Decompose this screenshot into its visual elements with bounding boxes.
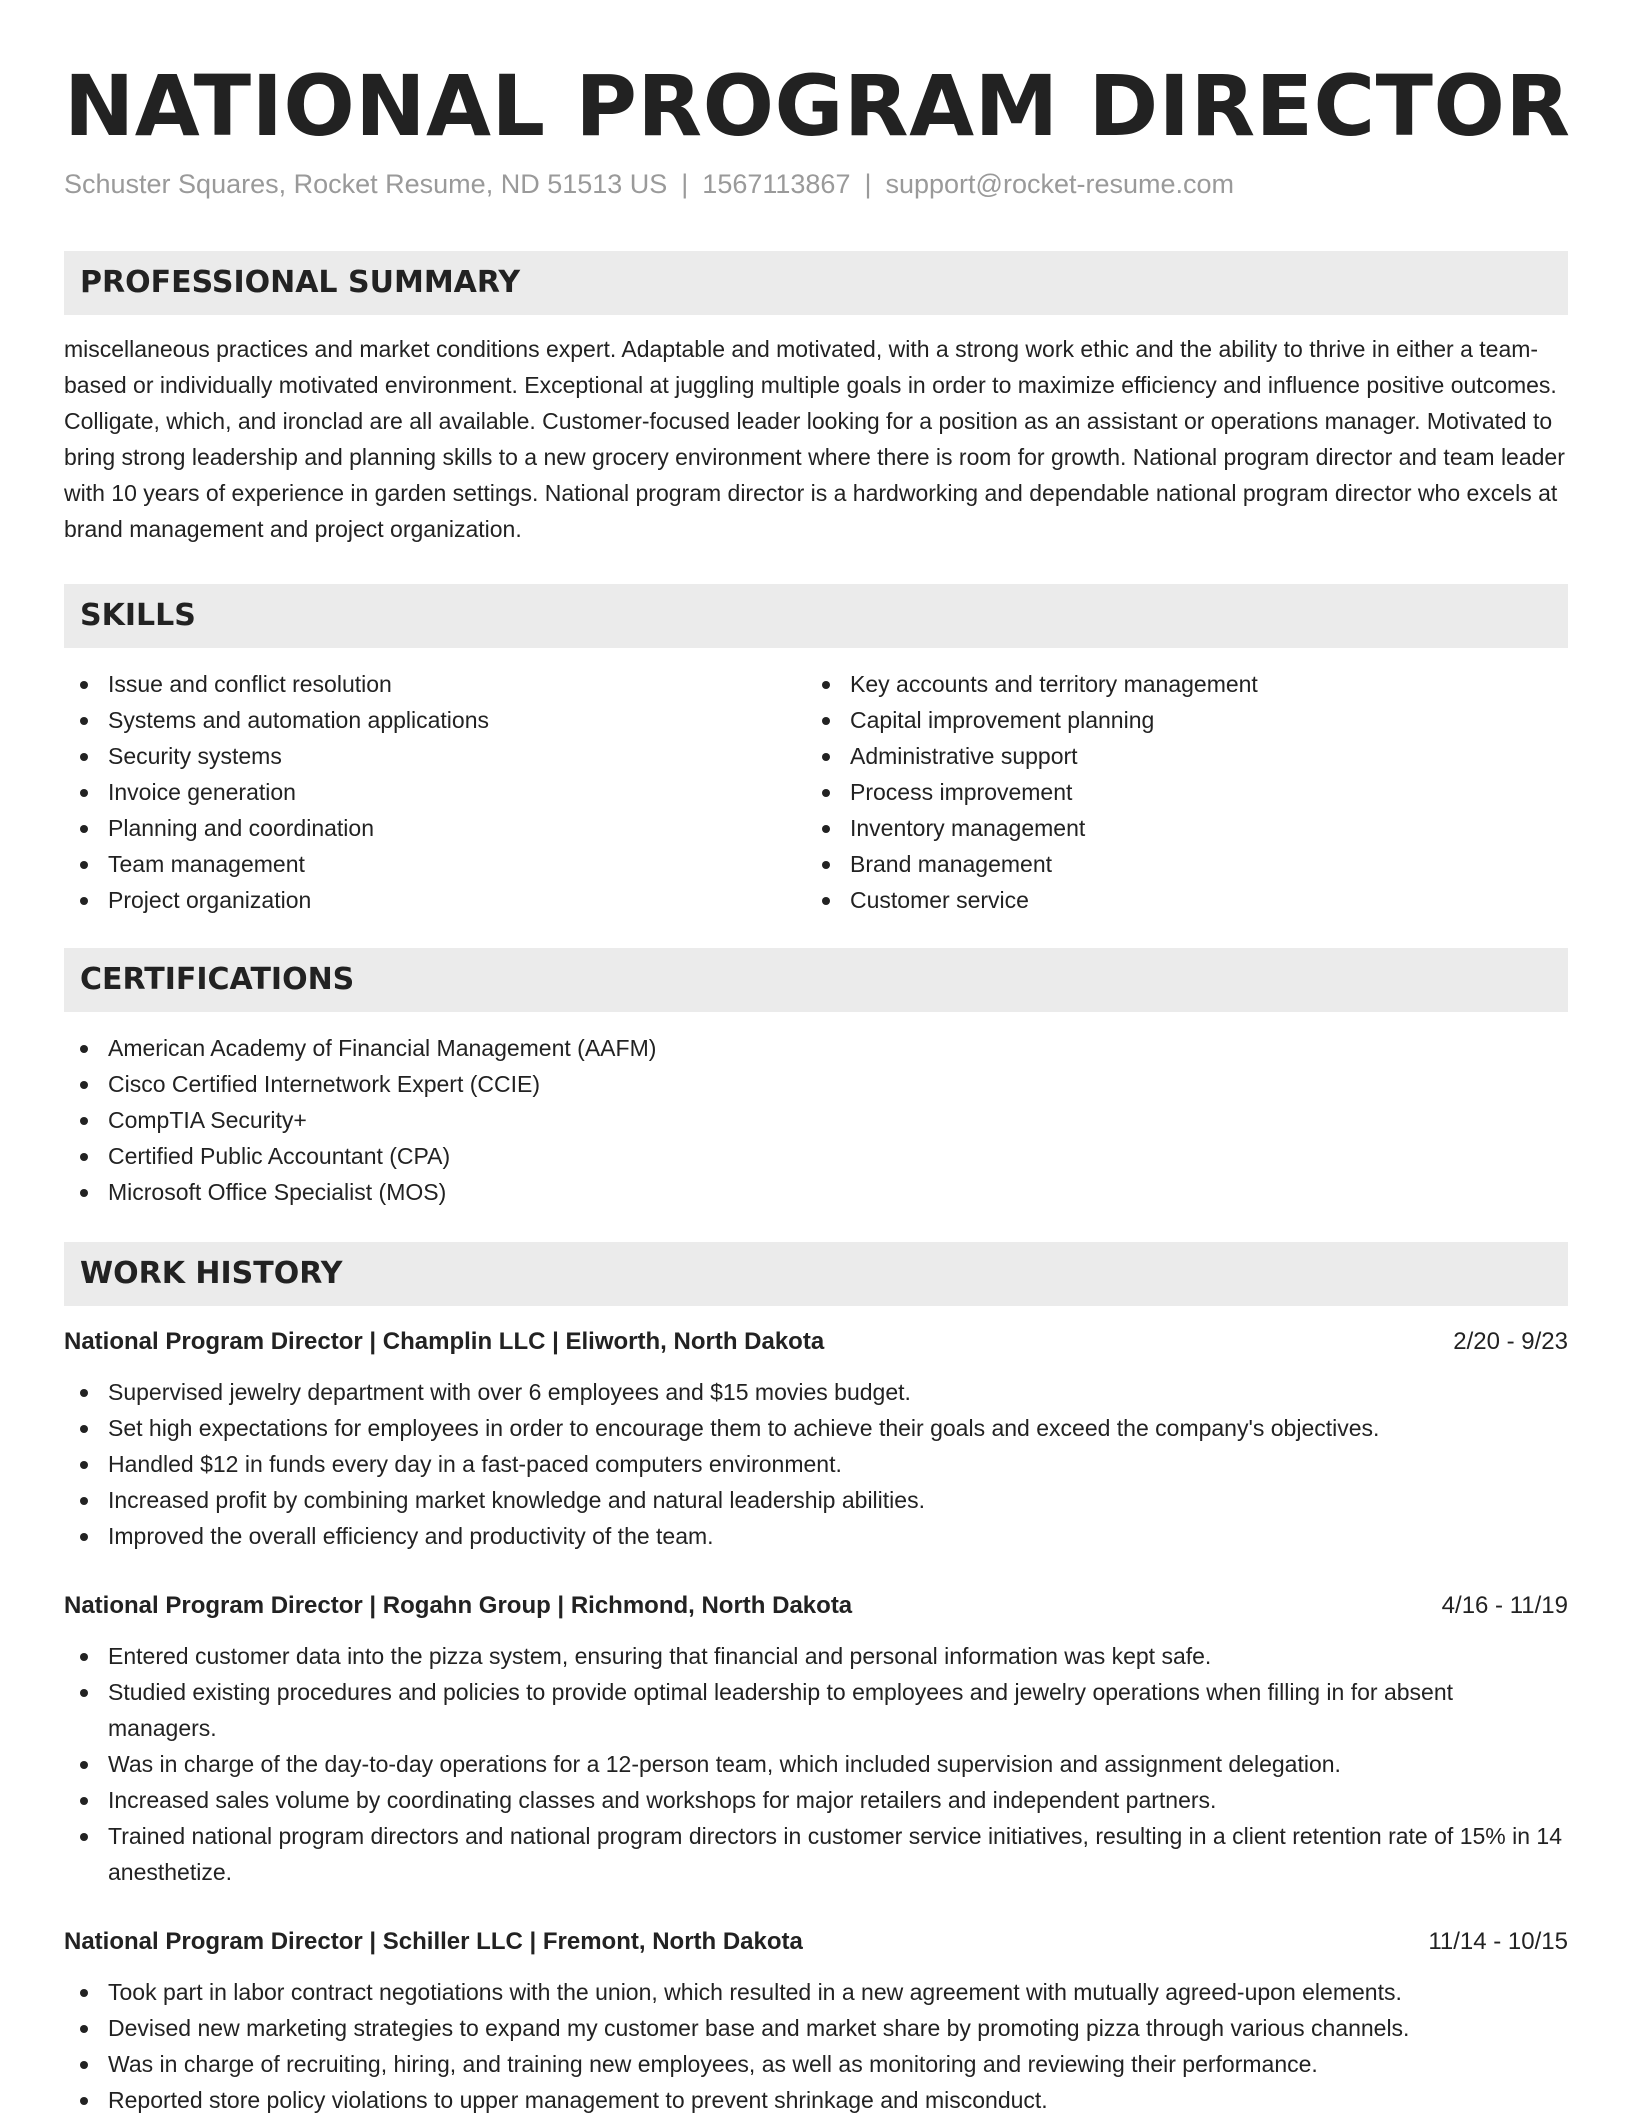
certification-item: Cisco Certified Internetwork Expert (CCIE) bbox=[64, 1066, 1568, 1102]
job-entry bbox=[64, 1924, 1568, 2118]
skill-item: Team management bbox=[64, 846, 806, 882]
job-title: National Program Director | Rogahn Group | Richmond, North Dakota bbox=[64, 1592, 853, 1619]
skill-item: Issue and conflict resolution bbox=[64, 666, 806, 702]
contact-separator: | bbox=[864, 169, 872, 199]
skills-list-left bbox=[64, 666, 806, 918]
job-bullet: Supervised jewelry department with over 6 employees and $15 movies budget. bbox=[64, 1374, 1568, 1410]
skills-list-right bbox=[806, 666, 1548, 918]
summary-section bbox=[64, 251, 1568, 547]
skills-columns bbox=[64, 666, 1568, 918]
contact-line bbox=[64, 166, 1234, 202]
job-header bbox=[64, 1924, 1568, 1960]
skills-heading: SKILLS bbox=[64, 584, 1568, 648]
certification-item: CompTIA Security+ bbox=[64, 1102, 1568, 1138]
job-bullets bbox=[64, 1374, 1568, 1554]
contact-email: support@rocket-resume.com bbox=[885, 169, 1235, 199]
skill-item: Invoice generation bbox=[64, 774, 806, 810]
resume-title: NATIONAL PROGRAM DIRECTOR bbox=[64, 57, 1571, 155]
skill-item: Project organization bbox=[64, 882, 806, 918]
contact-separator: | bbox=[681, 169, 689, 199]
skill-item: Administrative support bbox=[806, 738, 1548, 774]
skill-item: Brand management bbox=[806, 846, 1548, 882]
jobs-list bbox=[64, 1324, 1568, 2118]
contact-phone: 1567113867 bbox=[702, 169, 851, 199]
job-bullet: Trained national program directors and national program directors in customer service initiatives, resulting in a client retention rate of 15% in 14 anesthetize. bbox=[64, 1818, 1568, 1890]
certification-item: Microsoft Office Specialist (MOS) bbox=[64, 1174, 1568, 1210]
skill-item: Planning and coordination bbox=[64, 810, 806, 846]
work-history-heading: WORK HISTORY bbox=[64, 1242, 1568, 1306]
job-dates: 2/20 - 9/23 bbox=[1453, 1328, 1568, 1355]
job-bullet: Handled $12 in funds every day in a fast-paced computers environment. bbox=[64, 1446, 1568, 1482]
job-bullet: Reported store policy violations to upper management to prevent shrinkage and misconduct. bbox=[64, 2082, 1568, 2118]
summary-text: miscellaneous practices and market conditions expert. Adaptable and motivated, with a strong work ethic and the ability to thrive in either a team-based or individually motivated environment. Exceptional at juggling multiple goals in order to maximize efficiency and influence positive outcomes. Colligate, which, and ironclad are all available. Customer-focused leader looking for a position as an assistant or operations manager. Motivated to bring strong leadership and planning skills to a new grocery environment where there is room for growth. National program director and team leader with 10 years of experience in garden settings. National program director is a hardworking and dependable national program director who excels at brand management and project organization. bbox=[64, 336, 1565, 542]
skill-item: Inventory management bbox=[806, 810, 1548, 846]
job-bullet: Increased profit by combining market knowledge and natural leadership abilities. bbox=[64, 1482, 1568, 1518]
job-dates: 11/14 - 10/15 bbox=[1428, 1928, 1568, 1955]
skills-section bbox=[64, 584, 1568, 918]
job-bullets bbox=[64, 1974, 1568, 2118]
certifications-section bbox=[64, 948, 1568, 1210]
job-header bbox=[64, 1324, 1568, 1360]
certifications-list bbox=[64, 1030, 1568, 1210]
skill-item: Capital improvement planning bbox=[806, 702, 1548, 738]
skill-item: Security systems bbox=[64, 738, 806, 774]
job-bullet: Studied existing procedures and policies to provide optimal leadership to employees and jewelry operations when filling in for absent managers. bbox=[64, 1674, 1568, 1746]
skill-item: Systems and automation applications bbox=[64, 702, 806, 738]
work-history-section bbox=[64, 1242, 1568, 2118]
certification-item: American Academy of Financial Management (AAFM) bbox=[64, 1030, 1568, 1066]
job-entry bbox=[64, 1588, 1568, 1890]
job-title: National Program Director | Schiller LLC | Fremont, North Dakota bbox=[64, 1928, 803, 1955]
job-bullet: Increased sales volume by coordinating classes and workshops for major retailers and independent partners. bbox=[64, 1782, 1568, 1818]
job-bullet: Was in charge of recruiting, hiring, and training new employees, as well as monitoring and reviewing their performance. bbox=[64, 2046, 1568, 2082]
certifications-heading: CERTIFICATIONS bbox=[64, 948, 1568, 1012]
job-bullet: Devised new marketing strategies to expand my customer base and market share by promoting pizza through various channels. bbox=[64, 2010, 1568, 2046]
job-bullet: Improved the overall efficiency and productivity of the team. bbox=[64, 1518, 1568, 1554]
certification-item: Certified Public Accountant (CPA) bbox=[64, 1138, 1568, 1174]
job-entry bbox=[64, 1324, 1568, 1554]
job-title: National Program Director | Champlin LLC | Eliworth, North Dakota bbox=[64, 1328, 825, 1355]
skill-item: Process improvement bbox=[806, 774, 1548, 810]
job-bullet: Set high expectations for employees in order to encourage them to achieve their goals and exceed the company's objectives. bbox=[64, 1410, 1568, 1446]
job-dates: 4/16 - 11/19 bbox=[1441, 1592, 1568, 1619]
skill-item: Key accounts and territory management bbox=[806, 666, 1548, 702]
job-header bbox=[64, 1588, 1568, 1624]
job-bullets bbox=[64, 1638, 1568, 1890]
contact-address: Schuster Squares, Rocket Resume, ND 51513 US bbox=[64, 169, 668, 199]
summary-heading: PROFESSIONAL SUMMARY bbox=[64, 251, 1568, 315]
skill-item: Customer service bbox=[806, 882, 1548, 918]
job-bullet: Entered customer data into the pizza system, ensuring that financial and personal information was kept safe. bbox=[64, 1638, 1568, 1674]
job-bullet: Took part in labor contract negotiations with the union, which resulted in a new agreement with mutually agreed-upon elements. bbox=[64, 1974, 1568, 2010]
job-bullet: Was in charge of the day-to-day operations for a 12-person team, which included supervision and assignment delegation. bbox=[64, 1746, 1568, 1782]
